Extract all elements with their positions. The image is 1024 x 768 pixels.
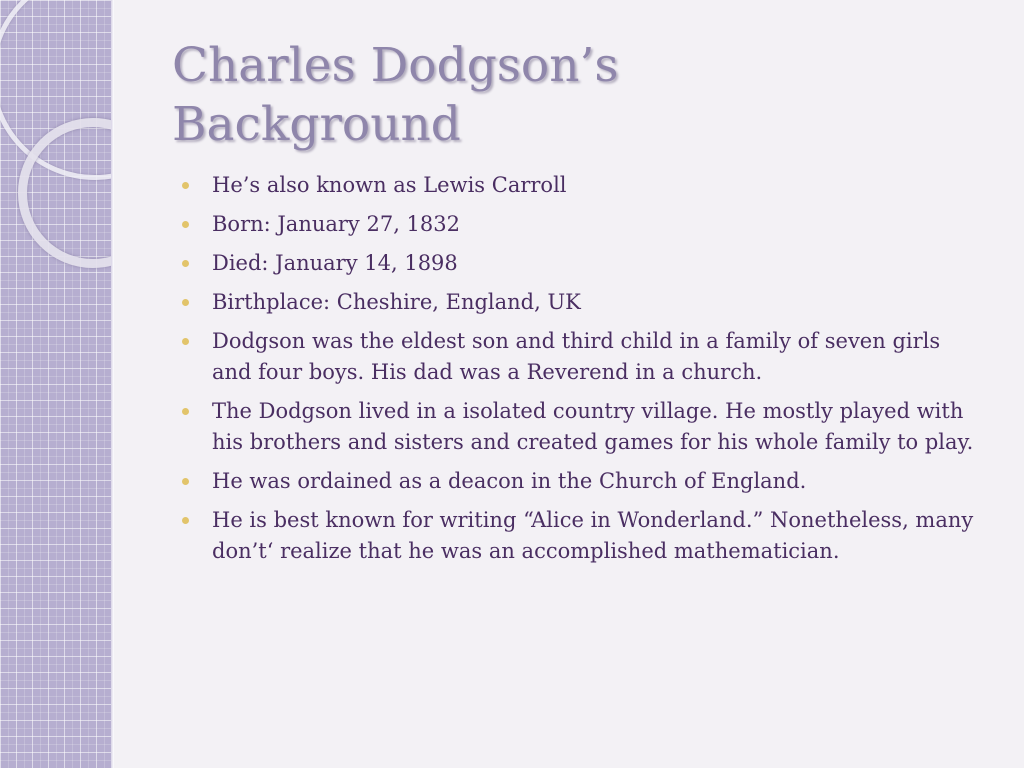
- bullet-text: Birthplace: Cheshire, England, UK: [212, 290, 581, 314]
- bullet-item: [182, 209, 982, 240]
- bullet-dot-icon: [182, 517, 189, 524]
- bullet-item: [182, 248, 982, 279]
- bullet-item: [182, 505, 982, 567]
- bullet-text: He is best known for writing “Alice in Wonderland.” Nonetheless, many don’t‘ realize that he was an accomplished mathematician.: [212, 508, 974, 563]
- bullet-item: [182, 287, 982, 318]
- bullet-dot-icon: [182, 408, 189, 415]
- bullet-list: [182, 170, 982, 567]
- slide-title-line-1: Charles Dodgson’s: [172, 38, 619, 93]
- bullet-text: Died: January 14, 1898: [212, 251, 458, 275]
- decorative-side-panel: [0, 0, 114, 768]
- bullet-dot-icon: [182, 260, 189, 267]
- bullet-item: [182, 396, 982, 458]
- bullet-dot-icon: [182, 221, 189, 228]
- bullet-item: [182, 466, 982, 497]
- bullet-text: The Dodgson lived in a isolated country village. He mostly played with his brothers and sisters and created games for his whole family to play.: [212, 399, 974, 454]
- bullet-dot-icon: [182, 299, 189, 306]
- bullet-item: [182, 170, 982, 201]
- bullet-item: [182, 326, 982, 388]
- bullet-dot-icon: [182, 182, 189, 189]
- bullet-dot-icon: [182, 478, 189, 485]
- bullet-dot-icon: [182, 338, 189, 345]
- slide-content: [182, 170, 982, 575]
- bullet-text: Born: January 27, 1832: [212, 212, 460, 236]
- bullet-text: He’s also known as Lewis Carroll: [212, 173, 567, 197]
- slide-title-line-2: Background: [172, 97, 461, 152]
- slide-title: [172, 36, 992, 154]
- bullet-text: Dodgson was the eldest son and third child in a family of seven girls and four boys. His dad was a Reverend in a church.: [212, 329, 941, 384]
- bullet-text: He was ordained as a deacon in the Church of England.: [212, 469, 807, 493]
